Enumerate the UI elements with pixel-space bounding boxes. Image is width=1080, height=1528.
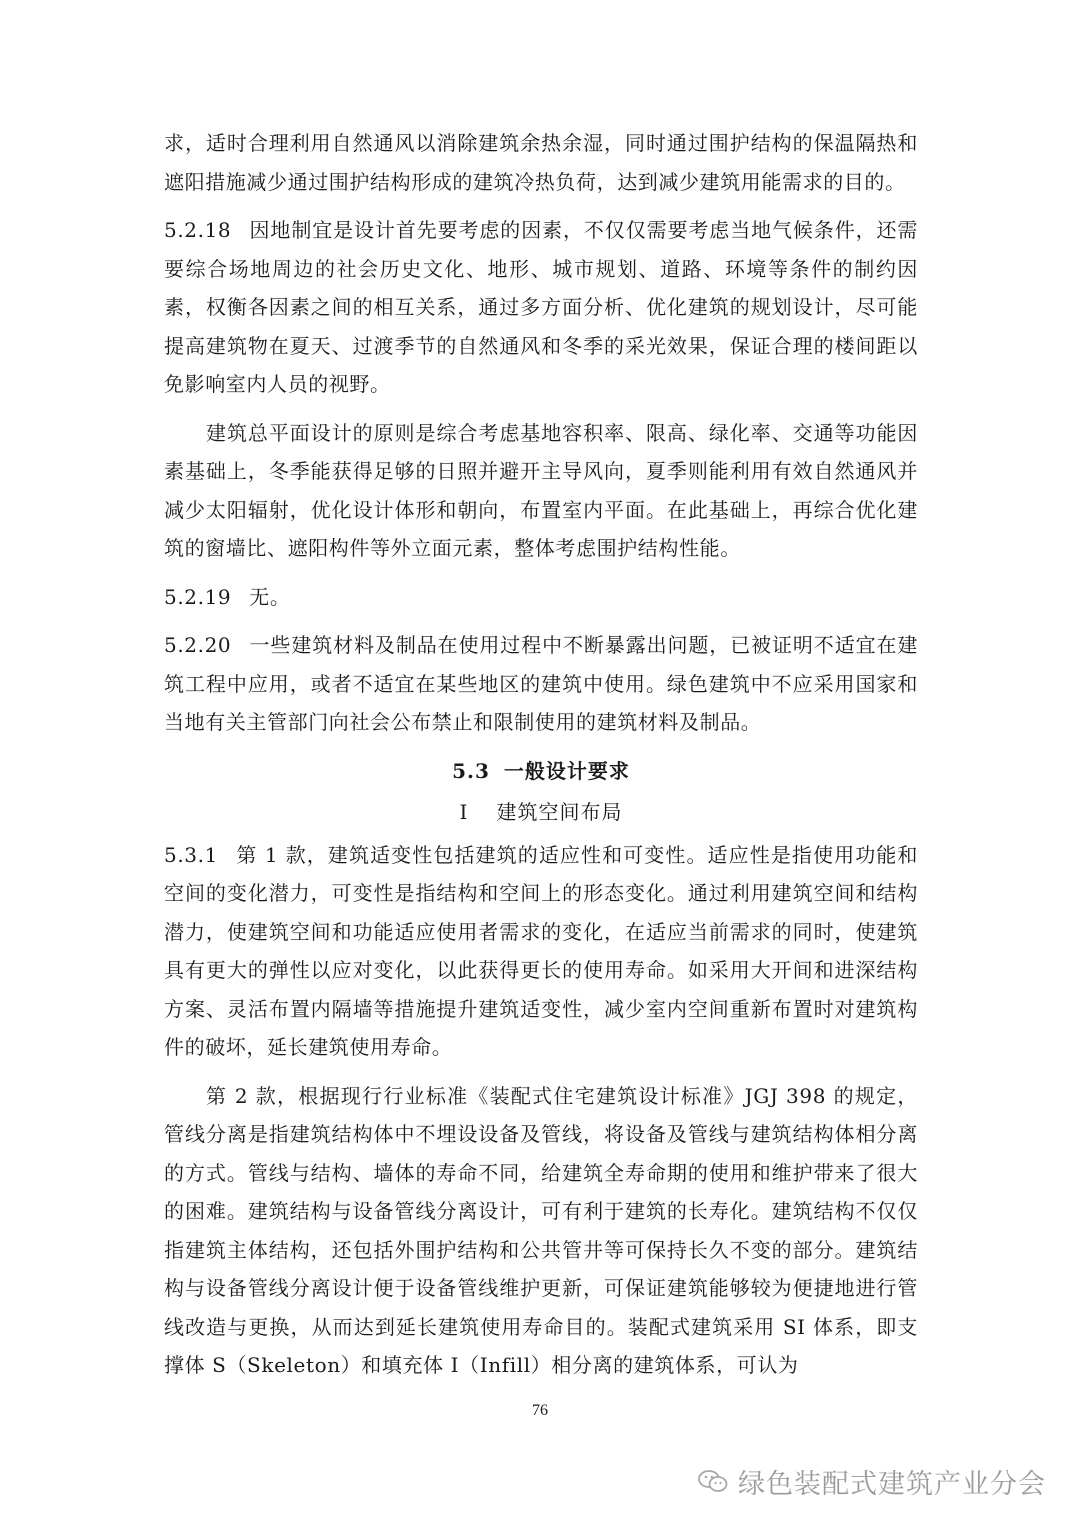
paragraph-text: 一些建筑材料及制品在使用过程中不断暴露出问题，已被证明不适宜在建筑工程中应用，或者不适宜在某些地区的建筑中使用。绿色建筑中不应采用国家和当地有关主管部门向社会公布禁止和限制使用的建筑材料及制品。: [164, 633, 918, 734]
paragraph-text: 第 2 款，根据现行行业标准《装配式住宅建筑设计标准》JGJ 398 的规定，管线分离是指建筑结构体中不埋设设备及管线，将设备及管线与建筑结构体相分离的方式。管线与结构、墙体的寿命不同，给建筑全寿命期的使用和维护带来了很大的困难。建筑结构与设备管线分离设计，可有利于建筑的长寿化。建筑结构不仅仅指建筑主体结构，还包括外围护结构和公共管井等可保持长久不变的部分。建筑结构与设备管线分离设计便于设备管线维护更新，可保证建筑能够较为便捷地进行管线改造与更换，从而达到延长建筑使用寿命目的。装配式建筑采用 SI 体系，即支撑体 S（Skeleton）和填充体 I（Infill）相分离的建筑体系，可认为: [164, 1083, 918, 1377]
clause-number: 5.2.19: [164, 584, 232, 609]
clause-5-2-19: [164, 578, 918, 617]
paragraph-continuation: [164, 124, 918, 201]
paragraph-site-plan: [164, 414, 918, 568]
subsection-number: Ⅰ: [459, 799, 469, 824]
section-heading: [164, 752, 918, 790]
clause-5-2-20: [164, 626, 918, 742]
section-title: 一般设计要求: [503, 758, 630, 783]
section-number: 5.3: [452, 758, 490, 783]
subsection-heading: [164, 792, 918, 832]
clause-number: 5.2.18: [164, 218, 232, 242]
watermark: [698, 1462, 1046, 1501]
paragraph-item-2: [164, 1077, 918, 1385]
page-body: [164, 124, 918, 1395]
paragraph-text: 第 1 款，建筑适变性包括建筑的适应性和可变性。适应性是指使用功能和空间的变化潜力，可变性是指结构和空间上的形态变化。通过利用建筑空间和结构潜力，使建筑空间和功能适应使用者需求的变化，在适应当前需求的同时，使建筑具有更大的弹性以应对变化，以此获得更长的使用寿命。如采用大开间和进深结构方案、灵活布置内隔墙等措施提升建筑适变性，减少室内空间重新布置时对建筑构件的破坏，延长建筑使用寿命。: [164, 842, 918, 1059]
clause-number: 5.3.1: [164, 842, 218, 867]
page-number: 76: [532, 1402, 548, 1419]
wechat-icon: [698, 1469, 728, 1495]
watermark-text: 绿色装配式建筑产业分会: [738, 1469, 1046, 1500]
paragraph-text: 无。: [249, 584, 291, 609]
paragraph-text: 因地制宜是设计首先要考虑的因素，不仅仅需要考虑当地气候条件，还需要综合场地周边的社会历史文化、地形、城市规划、道路、环境等条件的制约因素，权衡各因素之间的相互关系，通过多方面分析、优化建筑的规划设计，尽可能提高建筑物在夏天、过渡季节的自然通风和冬季的采光效果，保证合理的楼间距以免影响室内人员的视野。: [164, 218, 918, 396]
clause-5-3-1: [164, 836, 918, 1067]
subsection-title: 建筑空间布局: [496, 799, 623, 824]
paragraph-text: 建筑总平面设计的原则是综合考虑基地容积率、限高、绿化率、交通等功能因素基础上，冬季能获得足够的日照并避开主导风向，夏季则能利用有效自然通风并减少太阳辐射，优化设计体形和朝向，布置室内平面。在此基础上，再综合优化建筑的窗墙比、遮阳构件等外立面元素，整体考虑围护结构性能。: [164, 420, 918, 560]
clause-number: 5.2.20: [164, 633, 232, 657]
paragraph-text: 求，适时合理利用自然通风以消除建筑余热余湿，同时通过围护结构的保温隔热和遮阳措施减少通过围护结构形成的建筑冷热负荷，达到减少建筑用能需求的目的。: [164, 131, 918, 194]
clause-5-2-18: [164, 211, 918, 404]
